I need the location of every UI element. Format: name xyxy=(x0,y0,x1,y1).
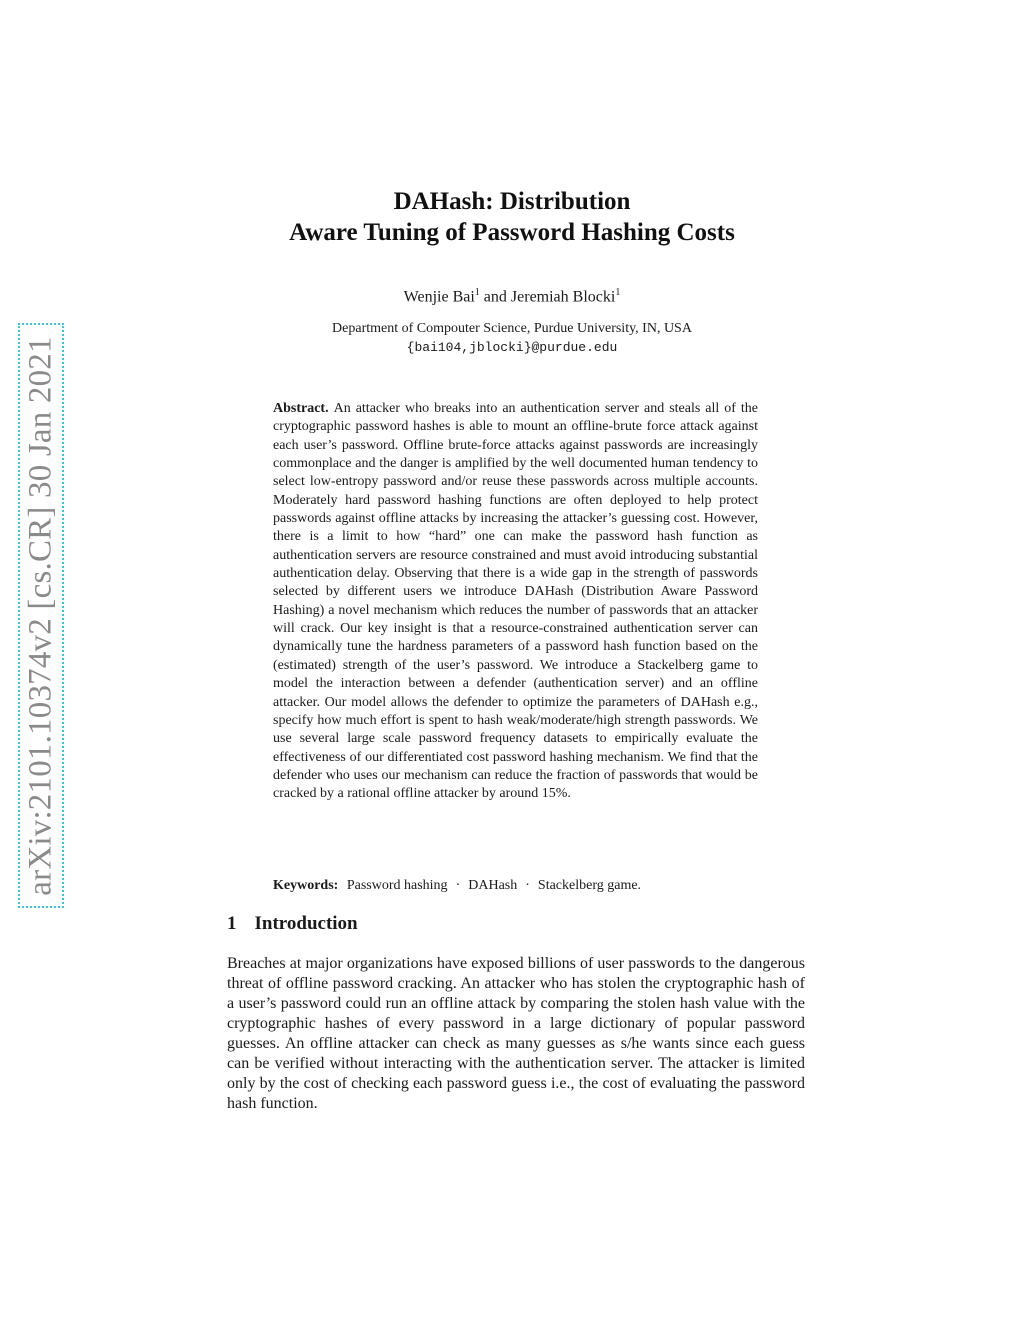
keyword-3: Stackelberg game. xyxy=(537,878,642,893)
introduction-paragraph: Breaches at major organizations have exposed billions of user passwords to the dangerous threat of offline password cracking. An attacker who has stolen the cryptographic hash of a user’s password could run an offline attack by comparing the stolen hash value with the cryptographic hashes of every password in a large dictionary of popular password guesses. An offline attacker can check as many guesses as s/he wants since each guess can be verified without interacting with the authentication server. The attacker is limited only by the cost of checking each password guess i.e., the cost of evaluating the password hash function. xyxy=(227,955,805,1112)
author-join: and xyxy=(483,288,507,306)
author-list xyxy=(0,283,1024,307)
keyword-separator: · xyxy=(525,878,530,893)
author-1: Wenjie Bai xyxy=(403,288,475,306)
title-line-1: DAHash: Distribution xyxy=(393,188,631,215)
section-title: Introduction xyxy=(254,913,358,934)
author-1-affil-mark: 1 xyxy=(474,287,480,298)
abstract xyxy=(273,400,758,804)
affiliation: Department of Compouter Science, Purdue University, IN, USA xyxy=(332,321,692,336)
author-email: {bai104,jblocki}@purdue.edu xyxy=(406,340,618,355)
keyword-1: Password hashing xyxy=(346,878,448,893)
keyword-2: DAHash xyxy=(468,878,518,893)
paper-title xyxy=(0,186,1024,248)
arxiv-id: arXiv:2101.10374v2 [cs.CR] 30 Jan 2021 xyxy=(22,335,59,896)
author-2-affil-mark: 1 xyxy=(615,287,621,298)
arxiv-stamp xyxy=(18,323,64,908)
title-line-2: Aware Tuning of Password Hashing Costs xyxy=(289,219,735,246)
abstract-label: Abstract. xyxy=(273,401,329,416)
keywords-label: Keywords: xyxy=(273,878,339,893)
section-number: 1 xyxy=(227,913,237,934)
author-2: Jeremiah Blocki xyxy=(510,288,616,306)
section-heading xyxy=(227,912,358,936)
abstract-text: An attacker who breaks into an authentication server and steals all of the cryptographic password hashes is able to mount an offline-brute force attack against each user’s password. Offline brute-force attacks against passwords are increasingly commonplace and the danger is amplified by the well documented human tendency to select low-entropy password and/or reuse these passwords across multiple accounts. Moderately hard password hashing functions are often deployed to help protect passwords against offline attacks by increasing the attacker’s guessing cost. However, there is a limit to how “hard” one can make the password hash function as authentication servers are resource constrained and must avoid introducing substantial authentication delay. Observing that there is a wide gap in the strength of passwords selected by different users we introduce DAHash (Distribution Aware Password Hashing) a novel mechanism which reduces the number of passwords that an attacker will crack. Our key insight is that a resource-constrained authentication server can dynamically tune the hardness parameters of a password hash function based on the (estimated) strength of the user’s password. We introduce a Stackelberg game to model the interaction between a defender (authentication server) and an offline attacker. Our model allows the defender to optimize the parameters of DAHash e.g., specify how much effort is spent to hash weak/moderate/high strength passwords. We use several large scale password frequency datasets to empirically evaluate the effectiveness of our differentiated cost password hashing mechanism. We find that the defender who uses our mechanism can reduce the fraction of passwords that would be cracked by a rational offline attacker by around 15%. xyxy=(273,401,758,802)
affiliation-block xyxy=(0,319,1024,357)
keywords xyxy=(273,877,758,895)
keyword-separator: · xyxy=(455,878,461,893)
